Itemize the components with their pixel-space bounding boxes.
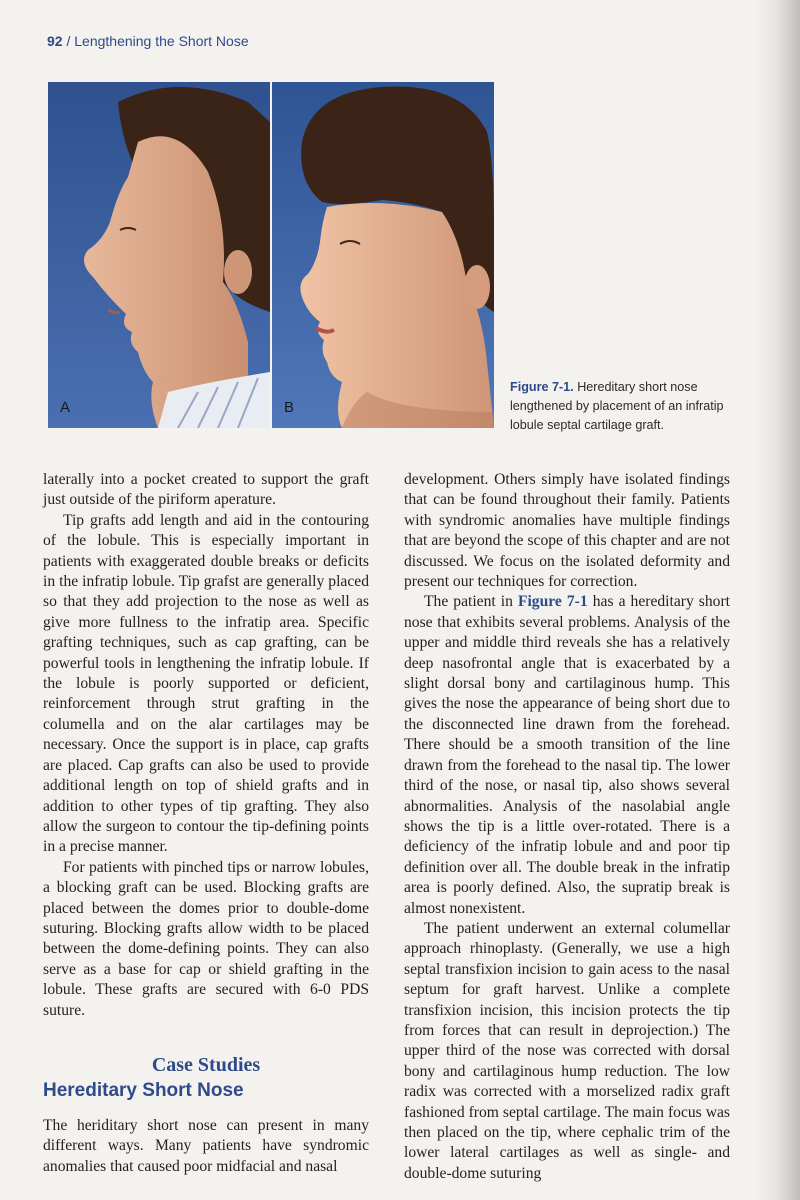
- right-column: [404, 470, 730, 1184]
- right-paragraph-3: The patient underwent an external columellar approach rhinoplasty. (Generally, we use a high septal transfixion incision to gain acess to the nasal septum for graft harvest. Unlike a complete transfixion incision, this incision protects the tip from forces that can result in deprojection.) The upper third of the nose was corrected with dorsal bony and cartilaginous hump reduction. The low radix was corrected with a morselized radix graft fashioned from septal cartilage. The main focus was then placed on the tip, where cephalic trim of the lower lateral cartilages as well as single- and double-dome suturing: [404, 919, 730, 1182]
- running-head-separator: /: [66, 33, 71, 49]
- right-paragraph-1: development. Others simply have isolated findings that can be found throughout their family. Patients with syndromic anomalies have multiple findings that are beyond the scope of this chapter and are not discussed. We focus on the isolated deformity and present our techniques for correction.: [404, 471, 730, 591]
- panel-b-label: B: [284, 399, 295, 416]
- left-paragraph-2: Tip grafts add length and aid in the contouring of the lobule. This is especially important in patients with exaggerated double breaks or deficits in the infratip lobule. Tip grafst are generally placed so that they add projection to the nose as well as give more fullness to the infratip area. Specific grafting techniques, such as cap grafting, can be powerful tools in lengthening the infratip lobule. If the lobule is poorly supported or deficient, reinforcement through strut grafting in the columella and on the alar cartilages may be necessary. Once the support is in place, cap grafts are placed. Cap grafts can also be used to provide additional length on top of shield grafts and in addition to other types of tip grafting. They also allow the surgeon to contour the tip-defining points in a precise manner.: [43, 511, 369, 856]
- photo-a-image: [48, 82, 270, 428]
- page-number: 92: [47, 33, 63, 49]
- panel-a-label: A: [60, 399, 71, 416]
- section-heading: Case Studies: [151, 1053, 261, 1076]
- left-paragraph-3: For patients with pinched tips or narrow lobules, a blocking graft can be used. Blocking grafts are placed between the domes prior to double-dome suturing. Blocking grafts allow width to be placed between the dome-defining points. They can also serve as a base for cap or shield grafting in the lobule. These grafts are secured with 6-0 PDS suture.: [43, 858, 369, 1019]
- figure-photo-b: [272, 82, 494, 428]
- left-paragraph-1: laterally into a pocket created to support the graft just outside of the piriform aperature.: [43, 471, 369, 509]
- right-paragraph-2-lead: The patient in: [424, 593, 518, 611]
- subheading: Hereditary Short Nose: [43, 1080, 244, 1102]
- left-column: [43, 470, 369, 1177]
- figure-caption: [510, 378, 750, 435]
- photo-b-image: [272, 82, 494, 428]
- figure-reference: Figure 7-1: [517, 593, 588, 611]
- figure-caption-text: Hereditary short nose lengthened by placement of an infratip lobule septal cartilage graft.: [510, 380, 724, 432]
- running-head-title: Lengthening the Short Nose: [74, 33, 249, 49]
- figure-caption-label: Figure 7-1.: [510, 380, 574, 394]
- right-paragraph-2-body: has a hereditary short nose that exhibits several problems. Analysis of the upper and middle third reveals she has a relatively deep nasofrontal angle that is exacerbated by a slight dorsal bony and cartilaginous hump. This gives the nose the appearance of being short due to the disconnected line drawn from the forehead. There should be a smooth transition of the line drawn from the forehead to the nasal tip. The lower third of the nose, or nasal tip, also shows several abnormalities. Analysis of the nasolabial angle shows the tip is a little over-rotated. There is a deficiency of the infratip lobule and and poor tip definition over all. The double break in the infratip area is poorly defined. Also, the supratip break is almost nonexistent.: [404, 593, 730, 917]
- running-head: [47, 33, 249, 49]
- right-paragraph-2: [404, 592, 730, 919]
- page-edge-shadow: [754, 0, 800, 1200]
- figure-photo-a: [48, 82, 270, 428]
- left-paragraph-4: The heriditary short nose can present in many different ways. Many patients have syndromic anomalies that caused poor midfacial and nasal: [43, 1116, 369, 1175]
